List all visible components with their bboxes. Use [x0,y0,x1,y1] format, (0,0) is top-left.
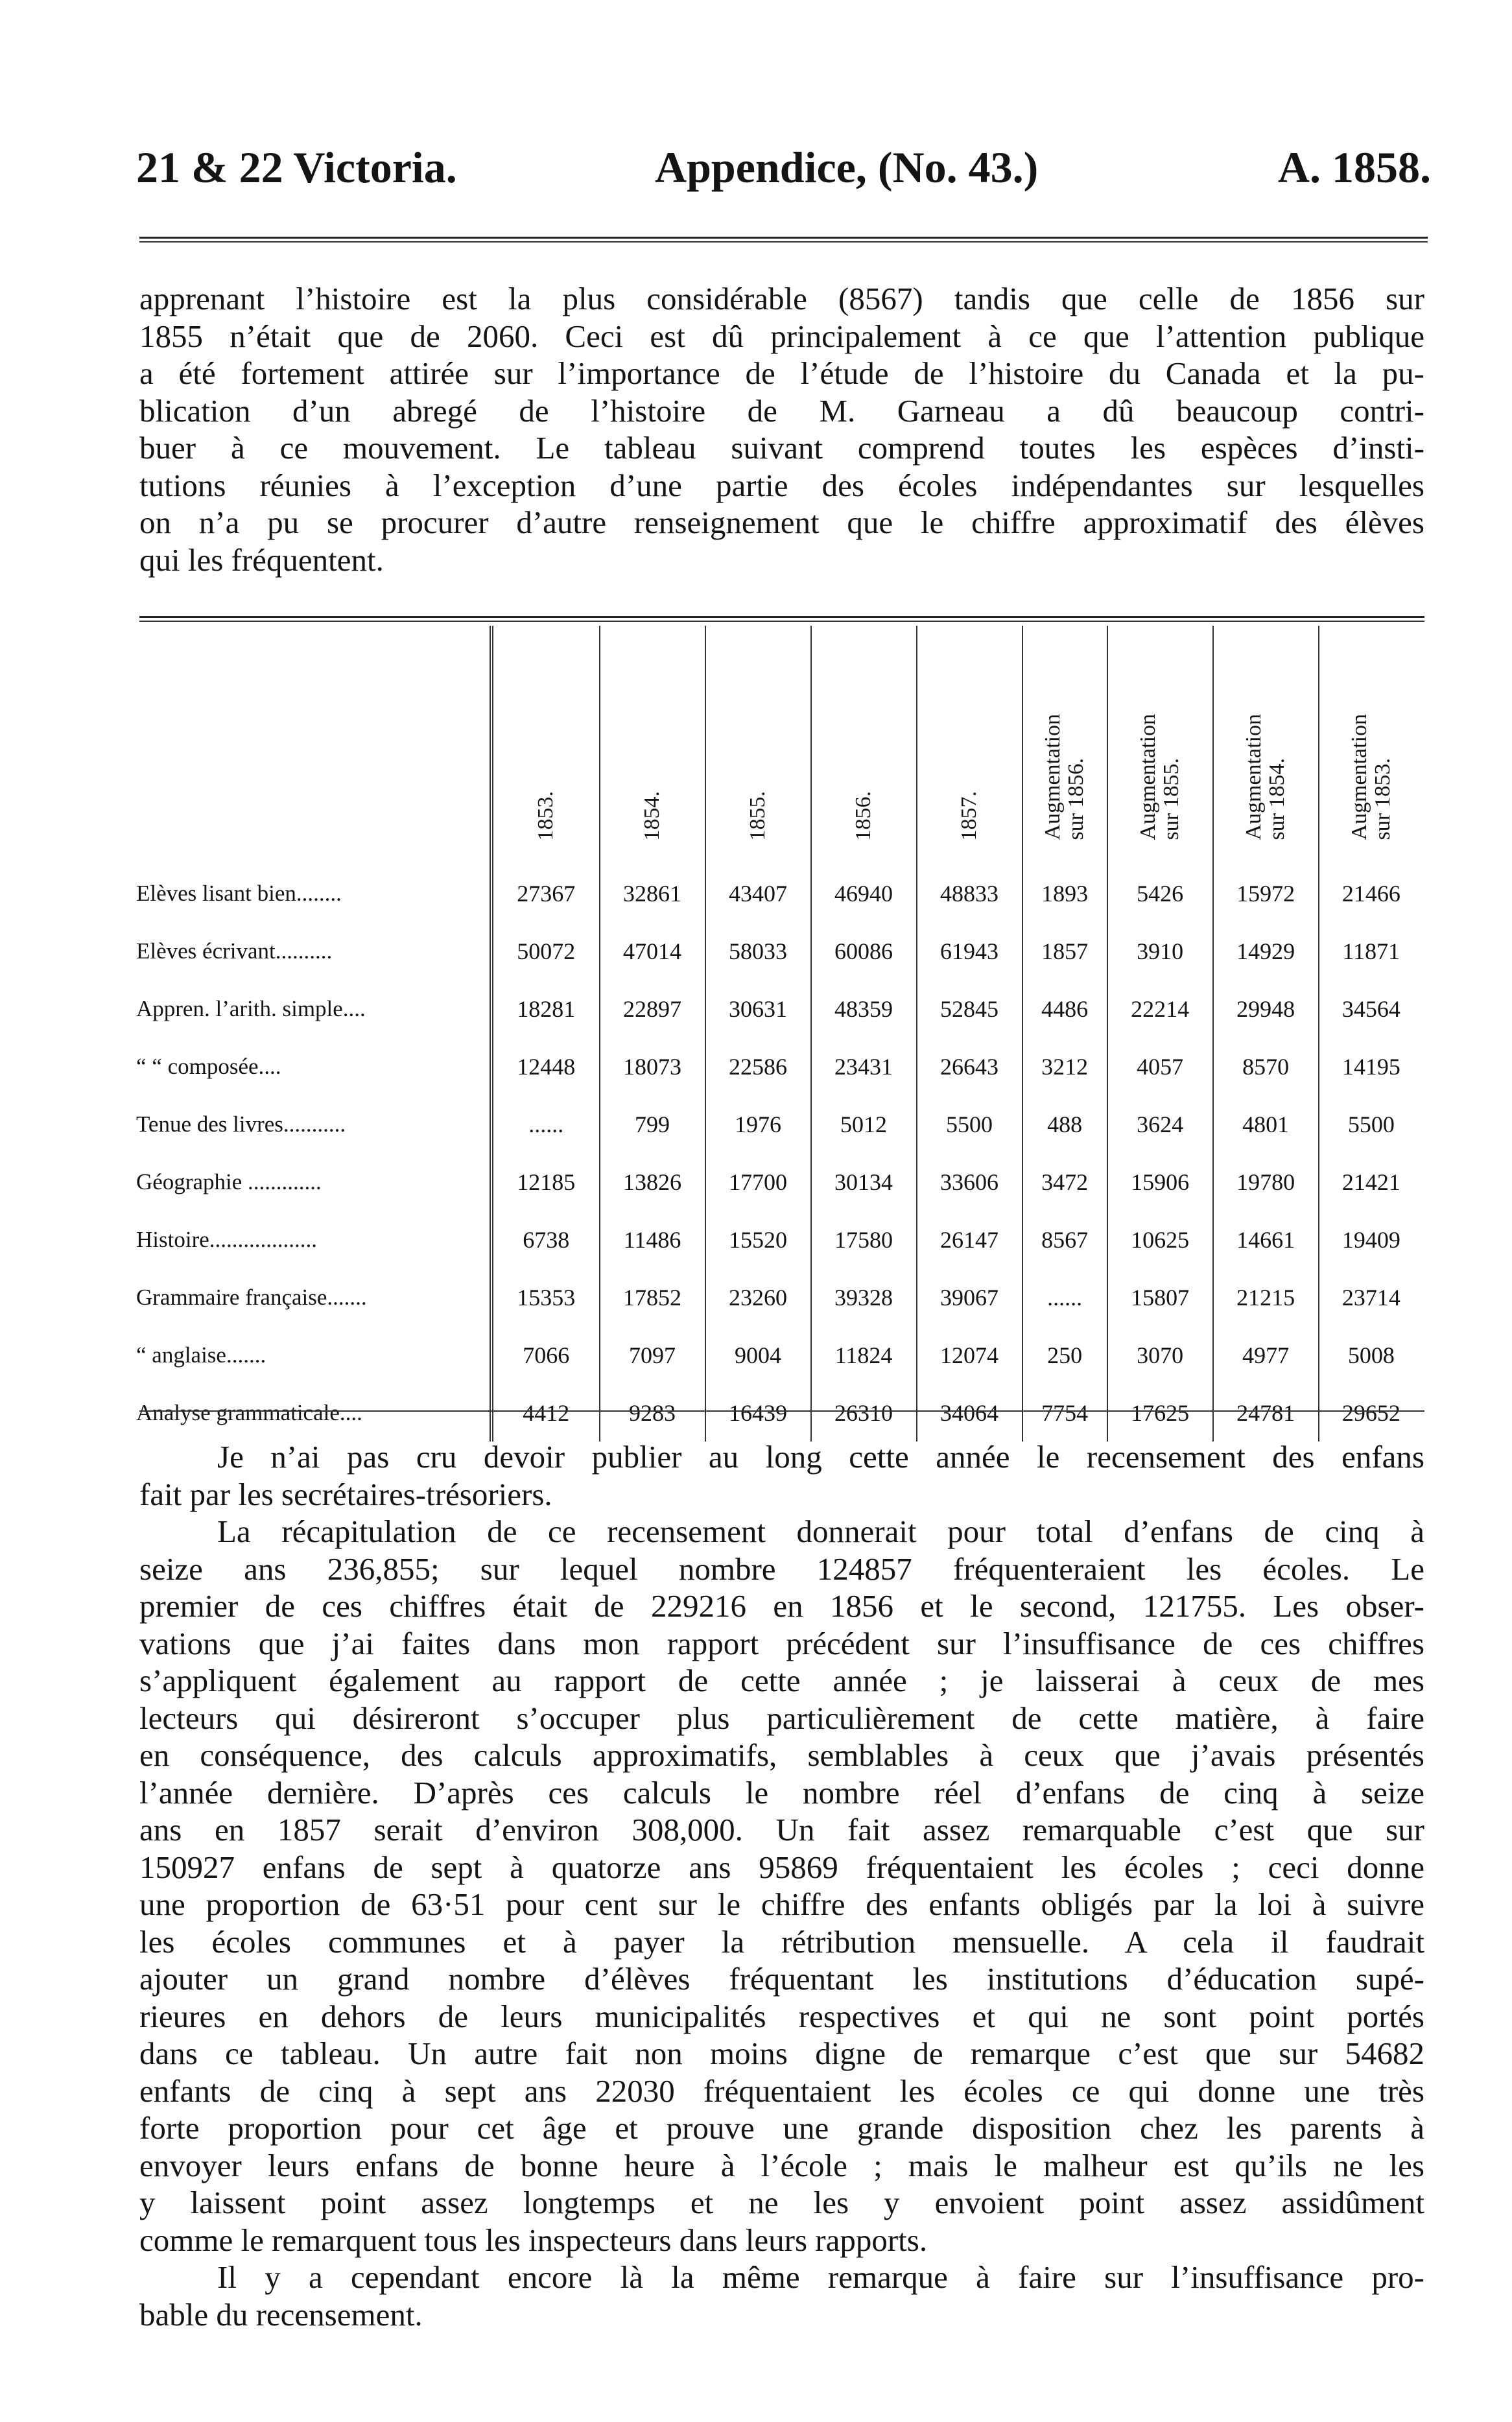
table-cell: 15353 [491,1268,600,1326]
table-cell: 8570 [1213,1038,1319,1095]
row-label: “ anglaise....... [136,1342,266,1368]
text-line: 150927 enfans de sept à quatorze ans 95869 fréquentaient les écoles ; ceci donne [139,1849,1424,1885]
column-header-label: Augmentation sur 1856. [1041,714,1089,840]
column-header-label: Augmentation sur 1853. [1347,714,1395,840]
table-cell: 21466 [1319,846,1423,922]
text-line: seize ans 236,855; sur lequel nombre 124857 fréquenteraient les écoles. Le [139,1550,1424,1587]
header-session: 21 & 22 Victoria. [136,143,457,192]
table-cell: 8567 [1022,1211,1107,1268]
table-cell: 4486 [1022,980,1107,1038]
table-row [136,1326,1423,1384]
table-cell: 43407 [705,846,811,922]
table-row [136,1153,1423,1211]
table-cell: 24781 [1213,1384,1319,1442]
row-label: Histoire................... [136,1226,318,1252]
table-cell: 23714 [1319,1268,1423,1326]
row-label: Elèves écrivant.......... [136,938,333,964]
table-row [136,1211,1423,1268]
table-cell: 26643 [917,1038,1022,1095]
column-header [1213,626,1319,846]
text-line: La récapitulation de ce recensement donnerait pour total d’enfans de cinq à [217,1514,1424,1549]
table-cell: 13826 [600,1153,705,1211]
column-header [1022,626,1107,846]
table-cell: 5012 [811,1095,917,1153]
text-line: lecteurs qui désireront s’occuper plus particulièrement de cette matière, à faire [139,1700,1424,1736]
row-label: Géographie ............. [136,1169,322,1194]
table-cell: 799 [600,1095,705,1153]
row-label: Analyse grammaticale.... [136,1399,362,1425]
intro-paragraph [139,280,1424,578]
table-cell: 4057 [1107,1038,1213,1095]
table-cell: 34564 [1319,980,1423,1038]
table-cell: 5500 [917,1095,1022,1153]
table-cell: 48833 [917,846,1022,922]
table-cell: 15906 [1107,1153,1213,1211]
table-cell: ...... [491,1095,600,1153]
table-cell: 4977 [1213,1326,1319,1384]
table-cell: 60086 [811,922,917,980]
table-cell: 33606 [917,1153,1022,1211]
text-line: rieures en dehors de leurs municipalités respectives et qui ne sont point portés [139,1998,1424,2034]
table-header-row [136,626,1423,846]
table-cell: 22214 [1107,980,1213,1038]
table-cell: 29948 [1213,980,1319,1038]
table-cell: 18281 [491,980,600,1038]
table-cell: 29652 [1319,1384,1423,1442]
table-cell: 30631 [705,980,811,1038]
text-line: Je n’ai pas cru devoir publier au long cette année le recensement des enfans [217,1439,1424,1475]
text-line: ajouter un grand nombre d’élèves fréquentant les institutions d’éducation supé- [139,1961,1424,1997]
table-cell: 61943 [917,922,1022,980]
header-rule-thin [139,241,1428,243]
column-header-label: 1855. [746,790,770,840]
table-row [136,846,1423,922]
table-cell: 19780 [1213,1153,1319,1211]
table-cell: 15520 [705,1211,811,1268]
text-line: comme le remarquent tous les inspecteurs dans leurs rapports. [139,2222,928,2258]
table-cell: 23431 [811,1038,917,1095]
table-cell: 52845 [917,980,1022,1038]
table-cell: 39328 [811,1268,917,1326]
table-cell: 3624 [1107,1095,1213,1153]
table-cell: 250 [1022,1326,1107,1384]
table-cell: 5500 [1319,1095,1423,1153]
text-line: en conséquence, des calculs approximatifs, semblables à ceux que j’avais présentés [139,1737,1424,1773]
text-line: une proportion de 63·51 pour cent sur le chiffre des enfants obligés par la loi à suivre [139,1886,1424,1922]
table-cell: 58033 [705,922,811,980]
row-label: Elèves lisant bien........ [136,880,342,906]
table-cell: 10625 [1107,1211,1213,1268]
table-cell: 9004 [705,1326,811,1384]
table-cell: 27367 [491,846,600,922]
table-cell: 1893 [1022,846,1107,922]
text-line: blication d’un abregé de l’histoire de M. Garneau a dû beaucoup contri- [139,392,1424,429]
table-cell: 17580 [811,1211,917,1268]
text-line: 1855 n’était que de 2060. Ceci est dû principalement à ce que l’attention publique [139,318,1424,354]
text-line: apprenant l’histoire est la plus considérable (8567) tandis que celle de 1856 sur [139,281,1424,316]
table-cell: 7097 [600,1326,705,1384]
text-line: les écoles communes et à payer la rétribution mensuelle. A cela il faudrait [139,1923,1424,1960]
table-cell: 4412 [491,1384,600,1442]
table-cell: 21421 [1319,1153,1423,1211]
text-line: qui les fréquentent. [139,541,384,578]
text-line: tutions réunies à l’exception d’une partie des écoles indépendantes sur lesquelles [139,467,1424,503]
column-header [917,626,1022,846]
table-row [136,1095,1423,1153]
text-line: fait par les secrétaires-trésoriers. [139,1476,552,1512]
table-cell: 14195 [1319,1038,1423,1095]
row-label: Appren. l’arith. simple.... [136,995,366,1021]
table-cell: 5426 [1107,846,1213,922]
table-cell: 12185 [491,1153,600,1211]
table-top-rule-thin [139,621,1424,622]
text-line: vations que j’ai faites dans mon rapport précédent sur l’insuffisance de ces chiffres [139,1625,1424,1661]
table-cell: 34064 [917,1384,1022,1442]
row-label: “ “ composée.... [136,1053,281,1079]
text-line: ans en 1857 serait d’environ 308,000. Un fait assez remarquable c’est que sur [139,1812,1424,1847]
column-header [811,626,917,846]
table-cell: 3910 [1107,922,1213,980]
table-cell: 3070 [1107,1326,1213,1384]
text-line: y laissent point assez longtemps et ne les y envoient point assez assidûment [139,2185,1424,2220]
column-header-label: 1853. [534,790,558,840]
header-year: A. 1858. [1277,143,1431,192]
text-line: dans ce tableau. Un autre fait non moins digne de remarque c’est que sur 54682 [139,2036,1424,2071]
table-cell: 22897 [600,980,705,1038]
table-cell: 12074 [917,1326,1022,1384]
column-header [491,626,600,846]
table-top-rule [139,616,1424,618]
table-cell: 14661 [1213,1211,1319,1268]
table-cell: 3212 [1022,1038,1107,1095]
table-row [136,922,1423,980]
table-cell: 488 [1022,1095,1107,1153]
table-cell: 6738 [491,1211,600,1268]
table-cell: 7754 [1022,1384,1107,1442]
table-cell: 47014 [600,922,705,980]
table-cell: 32861 [600,846,705,922]
table-cell: 14929 [1213,922,1319,980]
table-cell: 11871 [1319,922,1423,980]
table-cell: 15972 [1213,846,1319,922]
text-line: s’appliquent également au rapport de cette année ; je laisserai à ceux de mes [139,1663,1424,1698]
table-cell: 17852 [600,1268,705,1326]
table-body [136,846,1423,1442]
table-cell: 48359 [811,980,917,1038]
header-label-cell [136,626,491,846]
table-cell: 50072 [491,922,600,980]
table-cell: 17625 [1107,1384,1213,1442]
table-cell: 46940 [811,846,917,922]
column-header-label: Augmentation sur 1855. [1136,714,1184,840]
table-row [136,1384,1423,1442]
column-header [600,626,705,846]
text-line: enfants de cinq à sept ans 22030 fréquentaient les écoles ce qui donne une très [139,2072,1424,2109]
table-cell: 21215 [1213,1268,1319,1326]
row-label: Grammaire française....... [136,1284,367,1310]
text-line: Il y a cependant encore là la même remarque à faire sur l’insuffisance pro- [217,2259,1424,2295]
table-cell: 22586 [705,1038,811,1095]
table-cell: 1857 [1022,922,1107,980]
column-header [1107,626,1213,846]
table-cell: 4801 [1213,1095,1319,1153]
text-line: premier de ces chiffres était de 229216 en 1856 et le second, 121755. Les obser- [139,1588,1424,1624]
table-row [136,980,1423,1038]
table-cell: ...... [1022,1268,1107,1326]
table-cell: 18073 [600,1038,705,1095]
body-paragraphs [139,1438,1424,2333]
column-header [1319,626,1423,846]
text-line: on n’a pu se procurer d’autre renseignement que le chiffre approximatif des élèves [139,505,1424,540]
column-header-label: 1857. [957,790,982,840]
text-line: forte proportion pour cet âge et prouve une grande disposition chez les parents à [139,2110,1424,2146]
column-header-label: 1854. [640,790,665,840]
table-cell: 23260 [705,1268,811,1326]
row-label: Tenue des livres........... [136,1111,346,1137]
text-line: l’année dernière. D’après ces calculs le nombre réel d’enfans de cinq à seize [139,1774,1424,1811]
column-header-label: Augmentation sur 1854. [1242,714,1290,840]
table-cell: 26310 [811,1384,917,1442]
table-cell: 26147 [917,1211,1022,1268]
header-appendix: Appendice, (No. 43.) [655,143,1039,192]
text-line: a été fortement attirée sur l’importance de l’étude de l’histoire du Canada et la pu- [139,355,1424,391]
table-cell: 7066 [491,1326,600,1384]
text-line: bable du recensement. [139,2296,423,2333]
table-cell: 3472 [1022,1153,1107,1211]
table-cell: 11486 [600,1211,705,1268]
page-header [136,141,1431,193]
text-line: envoyer leurs enfans de bonne heure à l’école ; mais le malheur est qu’ils ne les [139,2147,1424,2183]
table-cell: 30134 [811,1153,917,1211]
table-cell: 17700 [705,1153,811,1211]
table-cell: 39067 [917,1268,1022,1326]
table-cell: 12448 [491,1038,600,1095]
table-cell: 19409 [1319,1211,1423,1268]
table-cell: 1976 [705,1095,811,1153]
table-cell: 11824 [811,1326,917,1384]
table-bottom-rule [139,1410,1424,1412]
table-cell: 9283 [600,1384,705,1442]
statistics-table [136,626,1423,1442]
column-header [705,626,811,846]
table-cell: 15807 [1107,1268,1213,1326]
header-rule [139,237,1428,239]
table-cell: 16439 [705,1384,811,1442]
table-row [136,1038,1423,1095]
column-header-label: 1856. [851,790,876,840]
table-row [136,1268,1423,1326]
table-cell: 5008 [1319,1326,1423,1384]
text-line: buer à ce mouvement. Le tableau suivant comprend toutes les espèces d’insti- [139,430,1424,466]
